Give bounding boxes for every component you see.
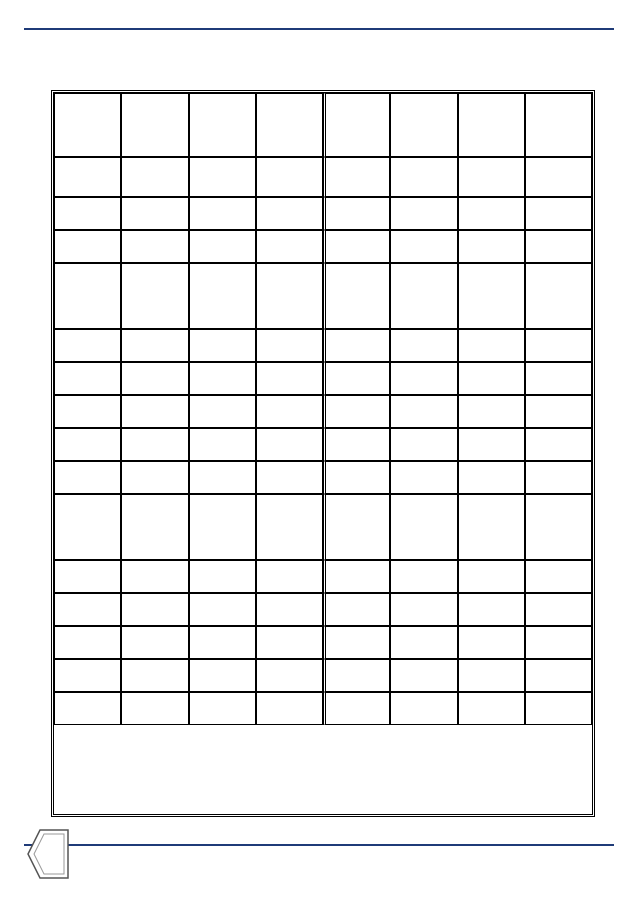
writing-blank (525, 329, 592, 362)
writing-blank (54, 692, 121, 725)
writing-blank (256, 428, 323, 461)
column-header (390, 93, 457, 157)
writing-blank (525, 461, 592, 494)
column-header (54, 93, 121, 157)
writing-blank-long (256, 230, 323, 263)
letter-form (525, 263, 592, 329)
writing-blank (256, 659, 323, 692)
page-badge-shape (24, 828, 72, 880)
letter-with-vowel (256, 494, 323, 560)
writing-blank (256, 362, 323, 395)
example-word (525, 157, 592, 197)
writing-blank (121, 593, 188, 626)
writing-blank (54, 461, 121, 494)
writing-blank (54, 362, 121, 395)
letter-form (458, 263, 525, 329)
writing-blank (189, 329, 256, 362)
writing-blank (390, 461, 457, 494)
writing-blank (54, 395, 121, 428)
example-word (390, 157, 457, 197)
writing-blank (525, 692, 592, 725)
writing-blank (323, 329, 390, 362)
writing-blank (323, 395, 390, 428)
writing-blank (54, 593, 121, 626)
writing-blank (54, 329, 121, 362)
writing-blank (525, 659, 592, 692)
writing-blank (525, 428, 592, 461)
writing-blank (390, 395, 457, 428)
writing-blank-long (54, 197, 121, 230)
writing-blank (121, 560, 188, 593)
writing-blank (390, 626, 457, 659)
letter-form (323, 263, 390, 329)
writing-blank (256, 593, 323, 626)
writing-blank (458, 626, 525, 659)
writing-blank (189, 395, 256, 428)
example-word (458, 157, 525, 197)
writing-blank (54, 560, 121, 593)
writing-blank (458, 395, 525, 428)
page-footer (24, 844, 614, 876)
writing-blank (323, 494, 390, 560)
writing-blank-long (390, 230, 457, 263)
writing-blank (525, 626, 592, 659)
writing-blank (189, 362, 256, 395)
writing-blank (189, 428, 256, 461)
writing-blank (54, 626, 121, 659)
writing-blank (54, 428, 121, 461)
writing-blank (390, 692, 457, 725)
writing-blank (121, 329, 188, 362)
page-number-badge (24, 828, 72, 880)
column-header (323, 93, 390, 157)
writing-blank (323, 626, 390, 659)
writing-blank-long (121, 197, 188, 230)
writing-blank-long (121, 230, 188, 263)
writing-blank (525, 560, 592, 593)
example-word (323, 157, 390, 197)
writing-blank (390, 560, 457, 593)
writing-blank (458, 560, 525, 593)
letter-with-vowel (189, 494, 256, 560)
writing-blank (121, 659, 188, 692)
example-word (189, 157, 256, 197)
writing-blank (323, 593, 390, 626)
writing-blank (323, 659, 390, 692)
writing-blank (121, 362, 188, 395)
writing-blank (458, 428, 525, 461)
writing-blank (323, 362, 390, 395)
writing-blank (390, 362, 457, 395)
writing-blank (256, 560, 323, 593)
column-header (121, 93, 188, 157)
writing-blank (390, 494, 457, 560)
writing-blank (189, 560, 256, 593)
example-word (121, 157, 188, 197)
writing-blank (189, 461, 256, 494)
writing-blank-long (256, 197, 323, 230)
writing-blank-long (390, 197, 457, 230)
writing-blank-long (189, 197, 256, 230)
writing-blank (121, 461, 188, 494)
writing-blank (121, 428, 188, 461)
writing-blank-long (525, 197, 592, 230)
writing-blank-long (458, 230, 525, 263)
writing-blank (525, 362, 592, 395)
writing-blank (189, 626, 256, 659)
writing-blank (54, 659, 121, 692)
writing-blank (256, 692, 323, 725)
writing-blank (256, 395, 323, 428)
worksheet-table (51, 90, 595, 817)
writing-blank-long (54, 230, 121, 263)
writing-blank (121, 626, 188, 659)
writing-blank-long (323, 197, 390, 230)
writing-blank (323, 428, 390, 461)
letter-with-vowel (121, 494, 188, 560)
writing-blank (525, 494, 592, 560)
writing-blank (525, 395, 592, 428)
writing-blank-long (458, 197, 525, 230)
writing-blank (458, 692, 525, 725)
writing-blank (458, 494, 525, 560)
column-header (256, 93, 323, 157)
writing-blank (256, 329, 323, 362)
writing-blank (323, 692, 390, 725)
writing-blank (189, 659, 256, 692)
letter-form (189, 263, 256, 329)
writing-blank (256, 626, 323, 659)
writing-blank-long (525, 230, 592, 263)
writing-blank (390, 428, 457, 461)
example-word (54, 157, 121, 197)
writing-blank (121, 395, 188, 428)
letter-form (54, 263, 121, 329)
writing-blank-long (189, 230, 256, 263)
writing-blank (323, 560, 390, 593)
writing-blank (390, 593, 457, 626)
column-header (189, 93, 256, 157)
writing-blank (256, 461, 323, 494)
column-header (458, 93, 525, 157)
letter-form (390, 263, 457, 329)
writing-blank (525, 593, 592, 626)
writing-blank (458, 461, 525, 494)
writing-blank (189, 692, 256, 725)
writing-blank (390, 329, 457, 362)
writing-blank (323, 461, 390, 494)
letter-form (256, 263, 323, 329)
writing-blank (189, 593, 256, 626)
writing-blank-long (323, 230, 390, 263)
letter-with-vowel (54, 494, 121, 560)
writing-blank (458, 329, 525, 362)
writing-blank (390, 659, 457, 692)
writing-blank (121, 692, 188, 725)
worksheet-grid (54, 93, 592, 814)
writing-blank (458, 362, 525, 395)
letter-form (121, 263, 188, 329)
writing-blank (458, 659, 525, 692)
example-word (256, 157, 323, 197)
column-header (525, 93, 592, 157)
page-header (24, 6, 614, 30)
writing-blank (458, 593, 525, 626)
